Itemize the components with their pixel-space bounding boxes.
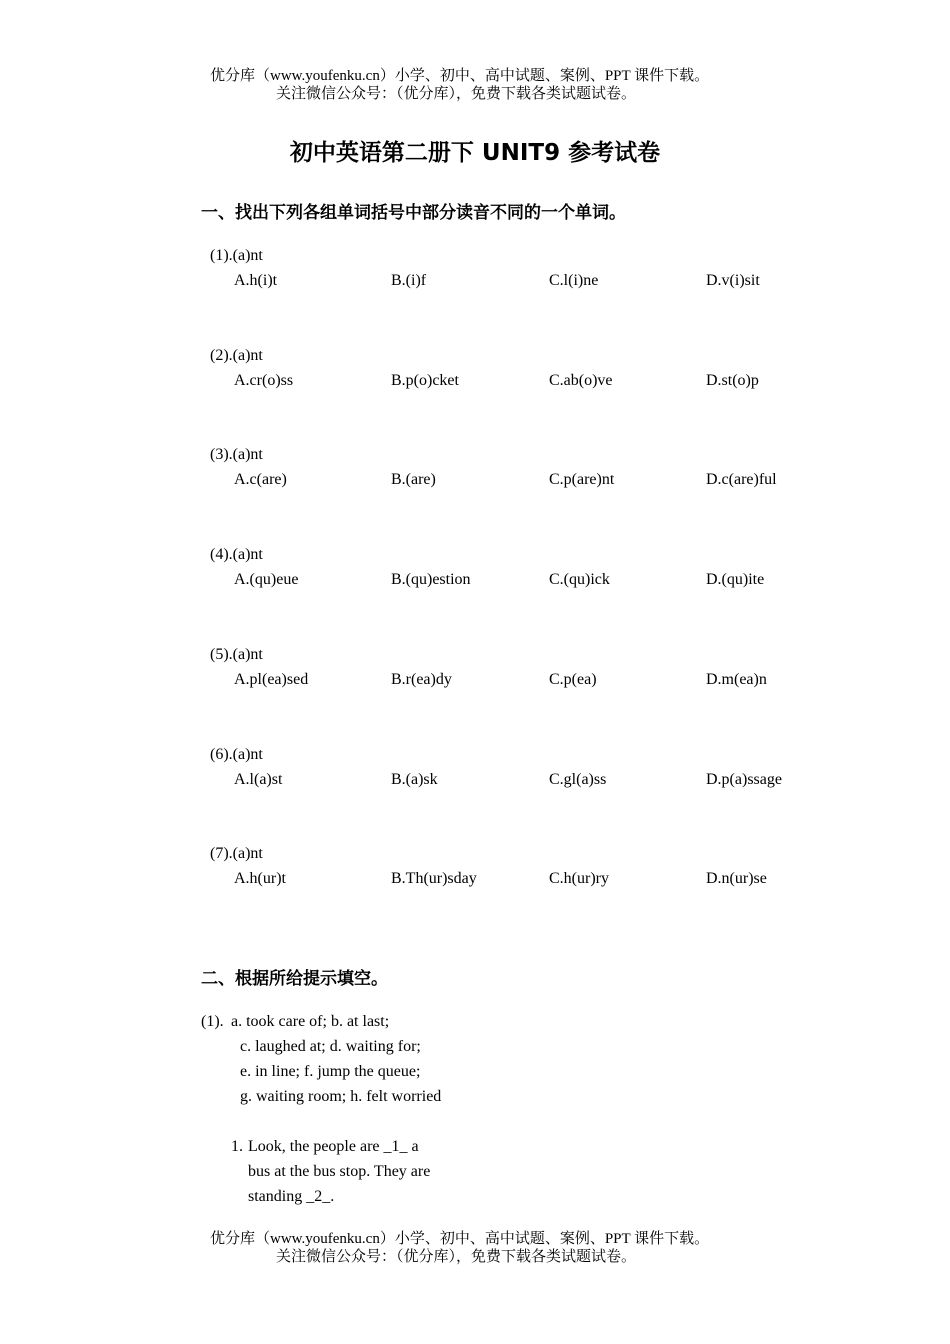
option-d: D.c(are)ful xyxy=(706,471,777,488)
section-1-heading: 一、找出下列各组单词括号中部分读音不同的一个单词。 xyxy=(201,203,626,223)
sentence-number: 1. xyxy=(231,1138,243,1155)
option-b: B.Th(ur)sday xyxy=(391,870,477,887)
option-a: A.l(a)st xyxy=(234,771,283,788)
header-line-1: 优分库（www.youfenku.cn）小学、初中、高中试题、案例、PPT 课件下载。 xyxy=(210,68,710,84)
question-stem: (4).(a)nt xyxy=(210,546,263,563)
footer-line-2: 关注微信公众号：（优分库），免费下载各类试题试卷。 xyxy=(276,1249,637,1265)
option-d: D.p(a)ssage xyxy=(706,771,782,788)
word-bank-line: c. laughed at; d. waiting for; xyxy=(240,1038,421,1055)
question-stem: (2).(a)nt xyxy=(210,347,263,364)
word-bank-line: e. in line; f. jump the queue; xyxy=(240,1063,421,1080)
word-bank-line: g. waiting room; h. felt worried xyxy=(240,1088,442,1105)
option-c: C.(qu)ick xyxy=(549,571,610,588)
question-stem: (3).(a)nt xyxy=(210,446,263,463)
section-2-heading: 二、根据所给提示填空。 xyxy=(201,969,388,989)
option-a: A.cr(o)ss xyxy=(234,372,294,389)
item-1-label: (1). xyxy=(201,1013,224,1030)
option-c: C.l(i)ne xyxy=(549,272,599,289)
question-stem: (5).(a)nt xyxy=(210,646,263,663)
option-c: C.h(ur)ry xyxy=(549,870,609,887)
option-b: B.(are) xyxy=(391,471,436,488)
option-c: C.gl(a)ss xyxy=(549,771,607,788)
option-d: D.m(ea)n xyxy=(706,671,767,688)
option-b: B.(i)f xyxy=(391,272,427,289)
option-d: D.st(o)p xyxy=(706,372,759,389)
option-a: A.c(are) xyxy=(234,471,287,488)
page-title: 初中英语第二册下 UNIT9 参考试卷 xyxy=(289,140,661,166)
sentence-line: bus at the bus stop. They are xyxy=(248,1163,431,1180)
question-stem: (1).(a)nt xyxy=(210,247,263,264)
sentence-line: Look, the people are _1_ a xyxy=(248,1138,419,1155)
option-d: D.n(ur)se xyxy=(706,870,767,887)
option-d: D.(qu)ite xyxy=(706,571,765,588)
option-a: A.h(i)t xyxy=(234,272,278,289)
question-stem: (6).(a)nt xyxy=(210,746,263,763)
option-a: A.pl(ea)sed xyxy=(234,671,309,688)
option-a: A.(qu)eue xyxy=(234,571,299,588)
option-d: D.v(i)sit xyxy=(706,272,760,289)
option-c: C.p(ea) xyxy=(549,671,597,688)
header-line-2: 关注微信公众号：（优分库），免费下载各类试题试卷。 xyxy=(276,86,637,102)
sentence-line: standing _2_. xyxy=(248,1188,335,1205)
option-c: C.ab(o)ve xyxy=(549,372,613,389)
option-b: B.p(o)cket xyxy=(391,372,459,389)
footer-line-1: 优分库（www.youfenku.cn）小学、初中、高中试题、案例、PPT 课件下载。 xyxy=(210,1231,710,1247)
option-b: B.(qu)estion xyxy=(391,571,471,588)
word-bank-line: a. took care of; b. at last; xyxy=(231,1013,390,1030)
option-c: C.p(are)nt xyxy=(549,471,615,488)
question-stem: (7).(a)nt xyxy=(210,845,263,862)
option-a: A.h(ur)t xyxy=(234,870,286,887)
option-b: B.r(ea)dy xyxy=(391,671,452,688)
option-b: B.(a)sk xyxy=(391,771,438,788)
